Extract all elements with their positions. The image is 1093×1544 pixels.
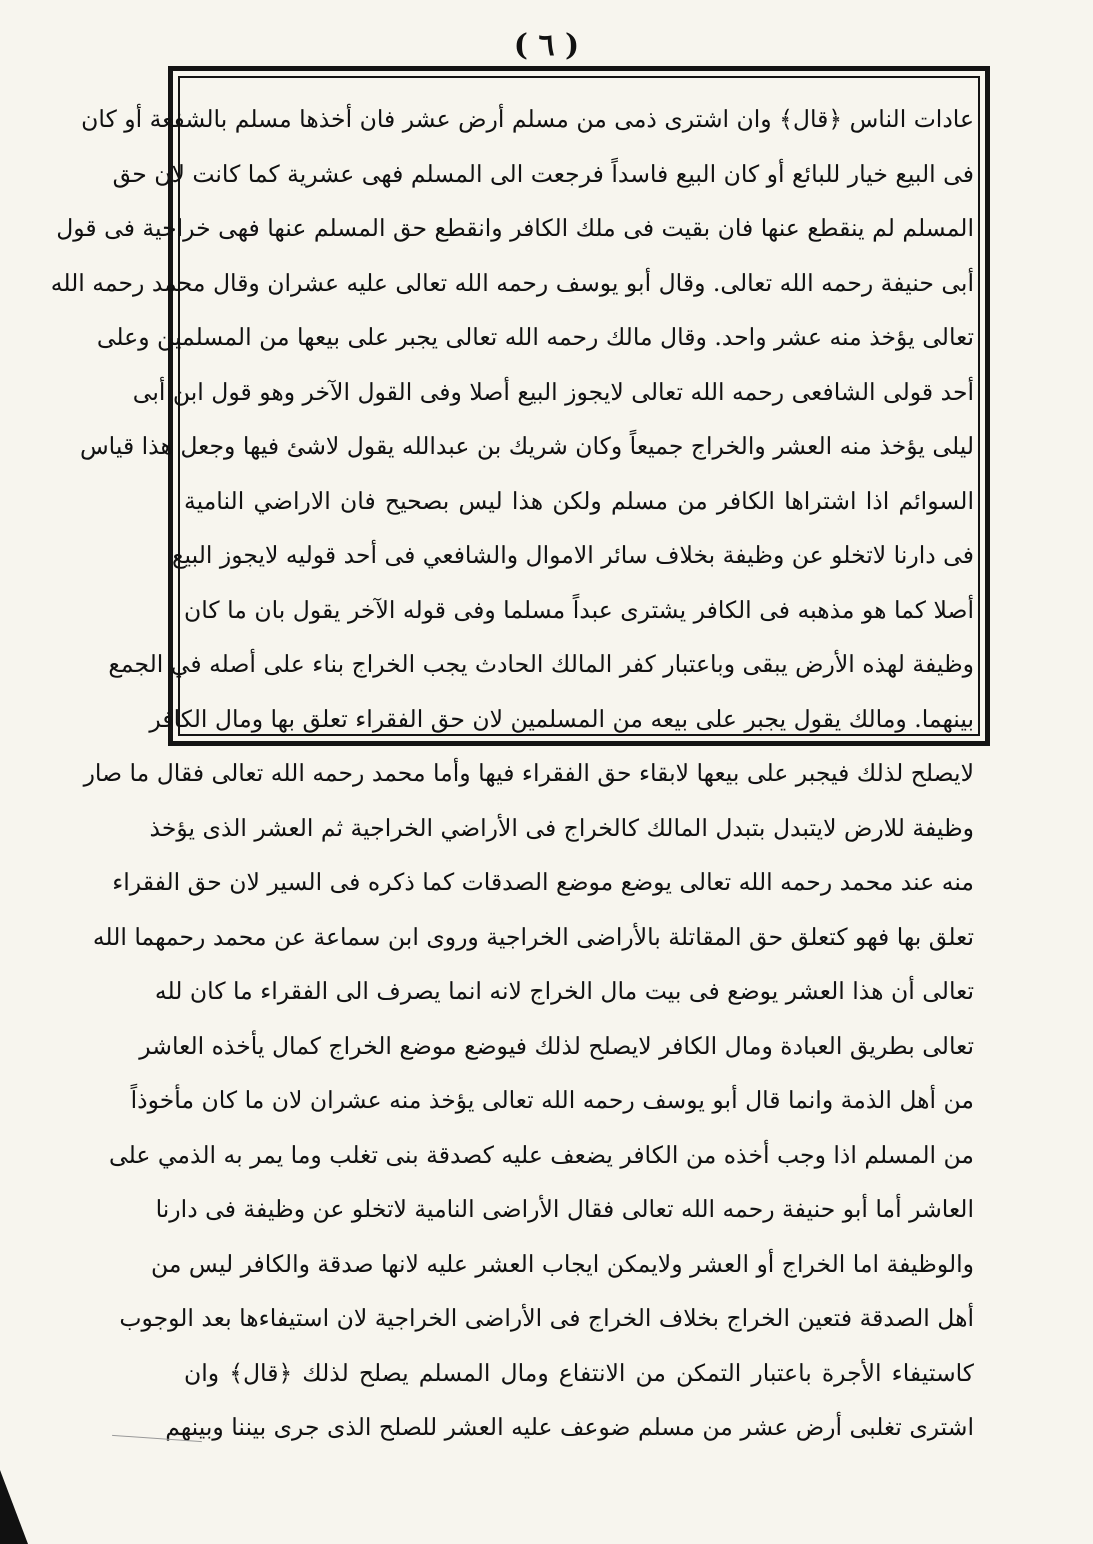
text-line: السوائم اذا اشتراها الكافر من مسلم ولكن هذا ليس بصحيح فان الاراضي النامية [184,486,974,515]
text-line: تعالى يؤخذ منه عشر واحد. وقال مالك رحمه الله تعالى يجبر على بيعها من المسلمين وعلى [96,323,974,351]
text-line: أصلا كما هو مذهبه فى الكافر يشترى عبداً مسلما وفى قوله الآخر يقول بان ما كان [184,595,974,624]
page-number: ( ٦ ) [513,28,580,63]
text-line: من المسلم اذا وجب أخذه من الكافر يضعف عليه كصدقة بنى تغلب وما يمر به الذمي على [108,1140,974,1169]
text-line: بينهما. ومالك يقول يجبر على بيعه من المسلمين لان حق الفقراء تعلق بها ومال الكافر [149,704,974,733]
text-line: أهل الصدقة فتعين الخراج بخلاف الخراج فى الأراضى الخراجية لان استيفاءها بعد الوجوب [119,1304,974,1332]
text-line: وظيفة للارض لايتبدل بتبدل المالك كالخراج فى الأراضي الخراجية ثم العشر الذى يؤخذ [149,813,974,842]
text-line: تعالى بطريق العبادة ومال الكافر لايصلح لذلك فيوضع موضع الخراج كمال يأخذه العاشر [139,1031,974,1060]
text-line: فى البيع خيار للبائع أو كان البيع فاسداً فرجعت الى المسلم فهى عشرية كما كانت لان حق [112,159,974,188]
text-line: أحد قولى الشافعى رحمه الله تعالى لايجوز البيع أصلا وفى القول الآخر وهو قول ابن أبى [132,377,974,406]
text-line: المسلم لم ينقطع عنها فان بقيت فى ملك الكافر وانقطع حق المسلم عنها فهى خراجية فى قول [56,214,974,242]
text-line: كاستيفاء الأجرة باعتبار التمكن من الانتفاع ومال المسلم يصلح لذلك ﴿قال﴾ وان [184,1358,974,1387]
text-line: منه عند محمد رحمه الله تعالى يوضع موضع الصدقات كما ذكره فى السير لان حق الفقراء [112,868,974,896]
body-text [50,92,974,1455]
text-line: تعلق بها فهو كتعلق حق المقاتلة بالأراضى الخراجية وروى ابن سماعة عن محمد رحمهما الله [92,922,974,951]
text-line: والوظيفة اما الخراج أو العشر ولايمكن ايجاب العشر عليه لانها صدقة والكافر ليس من [150,1249,974,1278]
text-line: أبى حنيفة رحمه الله تعالى. وقال أبو يوسف رحمه الله تعالى عليه عشران وقال محمد رحمه الله [50,268,974,297]
text-line: فى دارنا لاتخلو عن وظيفة بخلاف سائر الاموال والشافعي فى أحد قوليه لايجوز البيع [172,541,974,569]
text-line: لايصلح لذلك فيجبر على بيعها لابقاء حق الفقراء فيها وأما محمد رحمه الله تعالى فقال ما صار [83,759,974,787]
text-line: من أهل الذمة وانما قال أبو يوسف رحمه الله تعالى يؤخذ منه عشران لان ما كان مأخوذاً [130,1086,974,1114]
text-line: عادات الناس ﴿قال﴾ وان اشترى ذمى من مسلم أرض عشر فان أخذها مسلم بالشفعة أو كان [81,105,974,133]
text-line: وظيفة لهذه الأرض يبقى وباعتبار كفر المالك الحادث يجب الخراج بناء على أصله في الجمع [108,650,974,678]
text-line: ليلى يؤخذ منه العشر والخراج جميعاً وكان شريك بن عبدالله يقول لاشئ فيها وجعل هذا قياس [80,432,974,460]
scan-artifact-mark [0,1470,28,1544]
text-line: العاشر أما أبو حنيفة رحمه الله تعالى فقال الأراضى النامية لاتخلو عن وظيفة فى دارنا [155,1195,974,1223]
text-line: اشترى تغلبى أرض عشر من مسلم ضوعف عليه العشر للصلح الذى جرى بيننا وبينهم [165,1413,974,1441]
text-line: تعالى أن هذا العشر يوضع فى بيت مال الخراج لانه انما يصرف الى الفقراء ما كان لله [154,977,974,1005]
